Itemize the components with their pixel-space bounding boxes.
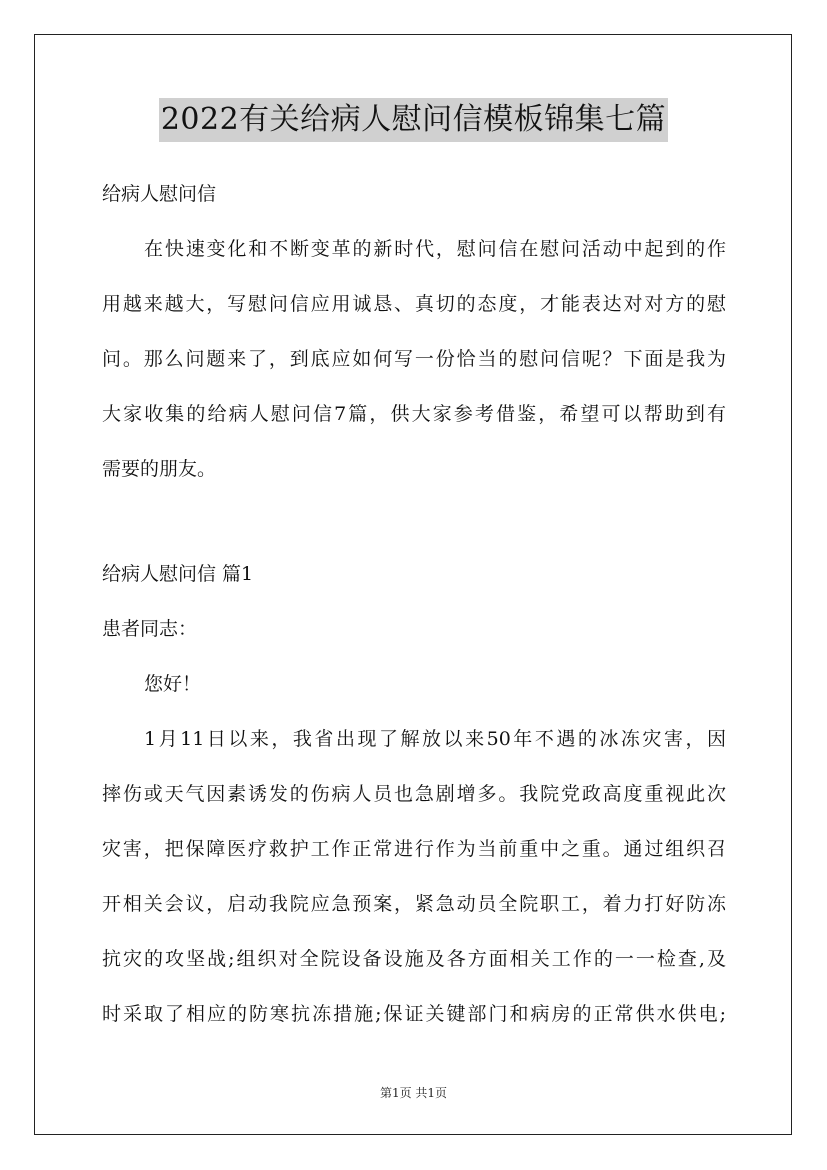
title-block [0, 98, 827, 142]
body-line: 灾害，把保障医疗救护工作正常进行作为当前重中之重。通过组织召 [102, 838, 726, 860]
intro-line: 大家收集的给病人慰问信7篇，供大家参考借鉴，希望可以帮助到有 [102, 403, 726, 425]
document-body [102, 176, 726, 1051]
intro-line: 在快速变化和不断变革的新时代，慰问信在慰问活动中起到的作 [144, 238, 726, 260]
intro-line: 用越来越大，写慰问信应用诚恳、真切的态度，才能表达对对方的慰 [102, 293, 726, 315]
body-line: 开相关会议，启动我院应急预案，紧急动员全院职工，着力打好防冻 [102, 893, 726, 915]
heading: 给病人慰问信 [102, 183, 217, 205]
section-heading: 给病人慰问信 篇1 [102, 563, 254, 585]
salutation: 患者同志： [102, 618, 198, 640]
body-line: 抗灾的攻坚战;组织对全院设备设施及各方面相关工作的一一检查,及 [102, 948, 726, 970]
greeting: 您好！ [144, 673, 202, 695]
document-title: 2022有关给病人慰问信模板锦集七篇 [159, 98, 668, 142]
spacer [102, 506, 726, 556]
intro-line: 需要的朋友。 [102, 458, 217, 480]
intro-line: 问。那么问题来了，到底应如何写一份恰当的慰问信呢？下面是我为 [102, 348, 726, 370]
body-line: 时采取了相应的防寒抗冻措施;保证关键部门和病房的正常供水供电; [102, 1003, 726, 1025]
page-footer: 第1页 共1页 [379, 1086, 448, 1100]
body-line: 摔伤或天气因素诱发的伤病人员也急剧增多。我院党政高度重视此次 [102, 783, 726, 805]
body-line: 1月11日以来，我省出现了解放以来50年不遇的冰冻灾害，因 [144, 728, 726, 750]
